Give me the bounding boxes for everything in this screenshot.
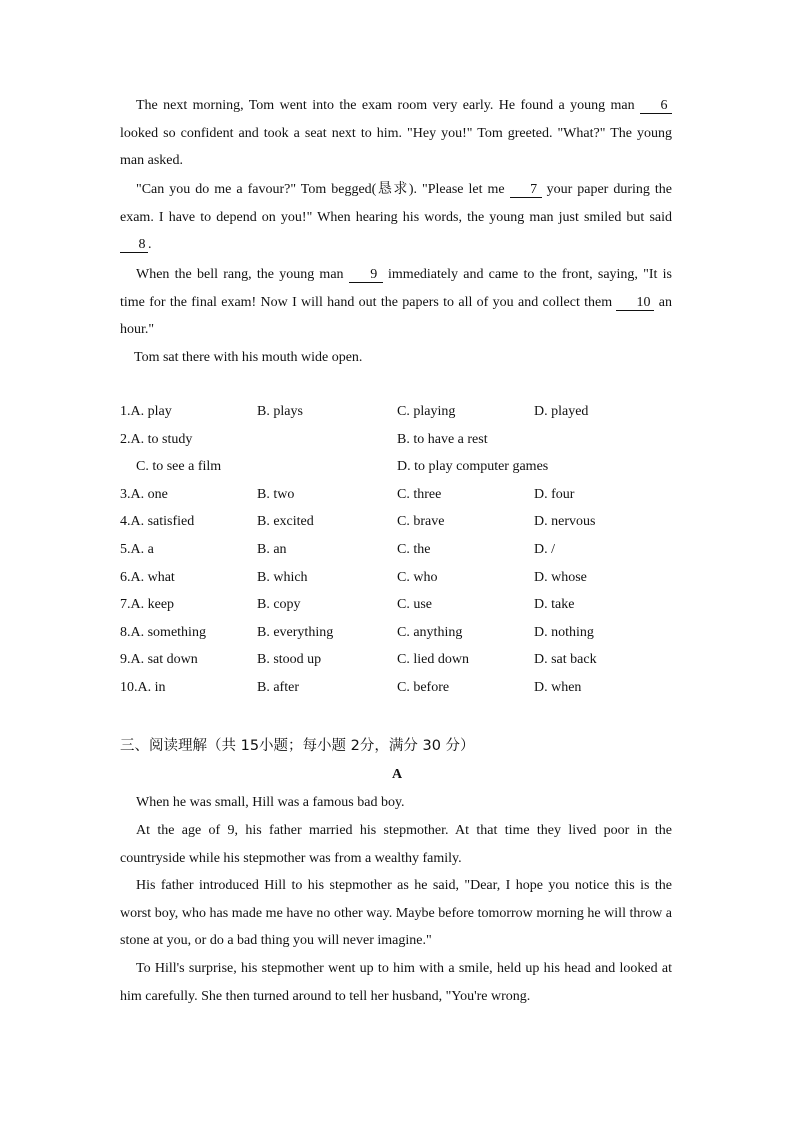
option: B. which	[257, 569, 308, 585]
option: 3.A. one	[120, 486, 168, 502]
option: D. played	[534, 404, 589, 419]
option-row-10	[120, 674, 680, 702]
paragraph-text: "Can you do me a favour?" Tom begged(恳求). "Please let me	[136, 182, 510, 197]
option: B. two	[257, 486, 295, 502]
option: C. use	[397, 597, 432, 613]
option-row-2	[120, 426, 680, 454]
option: 10.A. in	[120, 679, 166, 695]
option: B. excited	[257, 514, 314, 530]
passage-paragraph-2	[120, 176, 672, 259]
option: C. the	[397, 541, 431, 557]
paragraph-text: .	[148, 237, 152, 252]
blank-9: 9	[349, 268, 383, 283]
passage-paragraph-4: Tom sat there with his mouth wide open.	[134, 350, 363, 365]
option: D. take	[534, 597, 575, 613]
option: C. playing	[397, 404, 456, 419]
blank-6: 6	[640, 99, 672, 114]
option-row-3	[120, 481, 680, 509]
option: D. /	[534, 541, 555, 557]
option: D. sat back	[534, 652, 597, 668]
blank-8: 8	[120, 238, 148, 253]
option: B. copy	[257, 597, 301, 613]
option: 6.A. what	[120, 569, 175, 585]
option: 5.A. a	[120, 541, 154, 557]
paragraph-text: looked so confident and took a seat next to him. "Hey you!" Tom greeted. "What?" The young man asked.	[120, 125, 672, 168]
blank-10: 10	[616, 296, 654, 311]
paragraph-text: an hour."	[120, 294, 673, 337]
paragraph-text: The next morning, Tom went into the exam room very early. He found a young man	[136, 98, 640, 113]
option: C. brave	[397, 514, 445, 530]
reading-paragraph-1: When he was small, Hill was a famous bad boy.	[136, 795, 405, 810]
option: D. when	[534, 679, 582, 695]
passage-paragraph-3	[120, 261, 672, 344]
option: C. who	[397, 569, 438, 585]
option: B. stood up	[257, 652, 322, 668]
option: C. anything	[397, 624, 463, 640]
passage-paragraph-1	[120, 92, 672, 175]
option: B. after	[257, 679, 299, 695]
option: 9.A. sat down	[120, 652, 198, 668]
option: 2.A. to study	[120, 431, 193, 447]
option-row-7	[120, 591, 680, 619]
option: C. to see a film	[136, 459, 222, 475]
option-row-9	[120, 646, 680, 674]
option-row-6	[120, 564, 680, 592]
option-row-1	[120, 398, 680, 426]
option: B. an	[257, 541, 287, 557]
option-row-8	[120, 619, 680, 647]
option-row-2b	[120, 453, 680, 481]
reading-paragraph-2: At the age of 9, his father married his stepmother. At that time they lived poor in the countryside while his stepmother was from a wealthy family.	[120, 823, 672, 866]
option-row-4	[120, 508, 680, 536]
option: B. plays	[257, 404, 303, 419]
option: 4.A. satisfied	[120, 514, 195, 530]
option: B. everything	[257, 624, 334, 640]
part-label: A	[391, 767, 403, 782]
reading-paragraph-4: To Hill's surprise, his stepmother went up to him with a smile, held up his head and looked at him carefully. She then turned around to tell her husband, "You're wrong.	[120, 961, 672, 1004]
option: 1.A. play	[120, 404, 172, 419]
option: D. four	[534, 486, 575, 502]
reading-paragraph-3: His father introduced Hill to his stepmother as he said, "Dear, I hope you notice this is the worst boy, who has made me have no other way. Maybe before tomorrow morning he will throw a stone at you, or do a bad thing you will never imagine."	[120, 878, 672, 948]
option: C. three	[397, 486, 442, 502]
option: 7.A. keep	[120, 597, 175, 613]
paragraph-text: When the bell rang, the young man	[136, 267, 349, 282]
option: C. lied down	[397, 652, 469, 668]
option: D. whose	[534, 569, 587, 585]
option: D. to play computer games	[397, 459, 549, 475]
options-list	[120, 398, 680, 702]
blank-7: 7	[510, 183, 542, 198]
option: B. to have a rest	[397, 431, 488, 447]
option: C. before	[397, 679, 450, 695]
paragraph-text: your paper during the exam. I have to depend on you!" When hearing his words, the young man just smiled but said	[120, 182, 672, 225]
option-row-5	[120, 536, 680, 564]
option: D. nervous	[534, 514, 596, 530]
option: 8.A. something	[120, 624, 206, 640]
section-heading: 三、阅读理解（共 15小题；每小题 2分，满分 30 分）	[120, 738, 475, 754]
paragraph-text: immediately and came to the front, saying, "It is time for the final exam! Now I will hand out the papers to all of you and collect them	[120, 267, 673, 310]
option: D. nothing	[534, 624, 594, 640]
